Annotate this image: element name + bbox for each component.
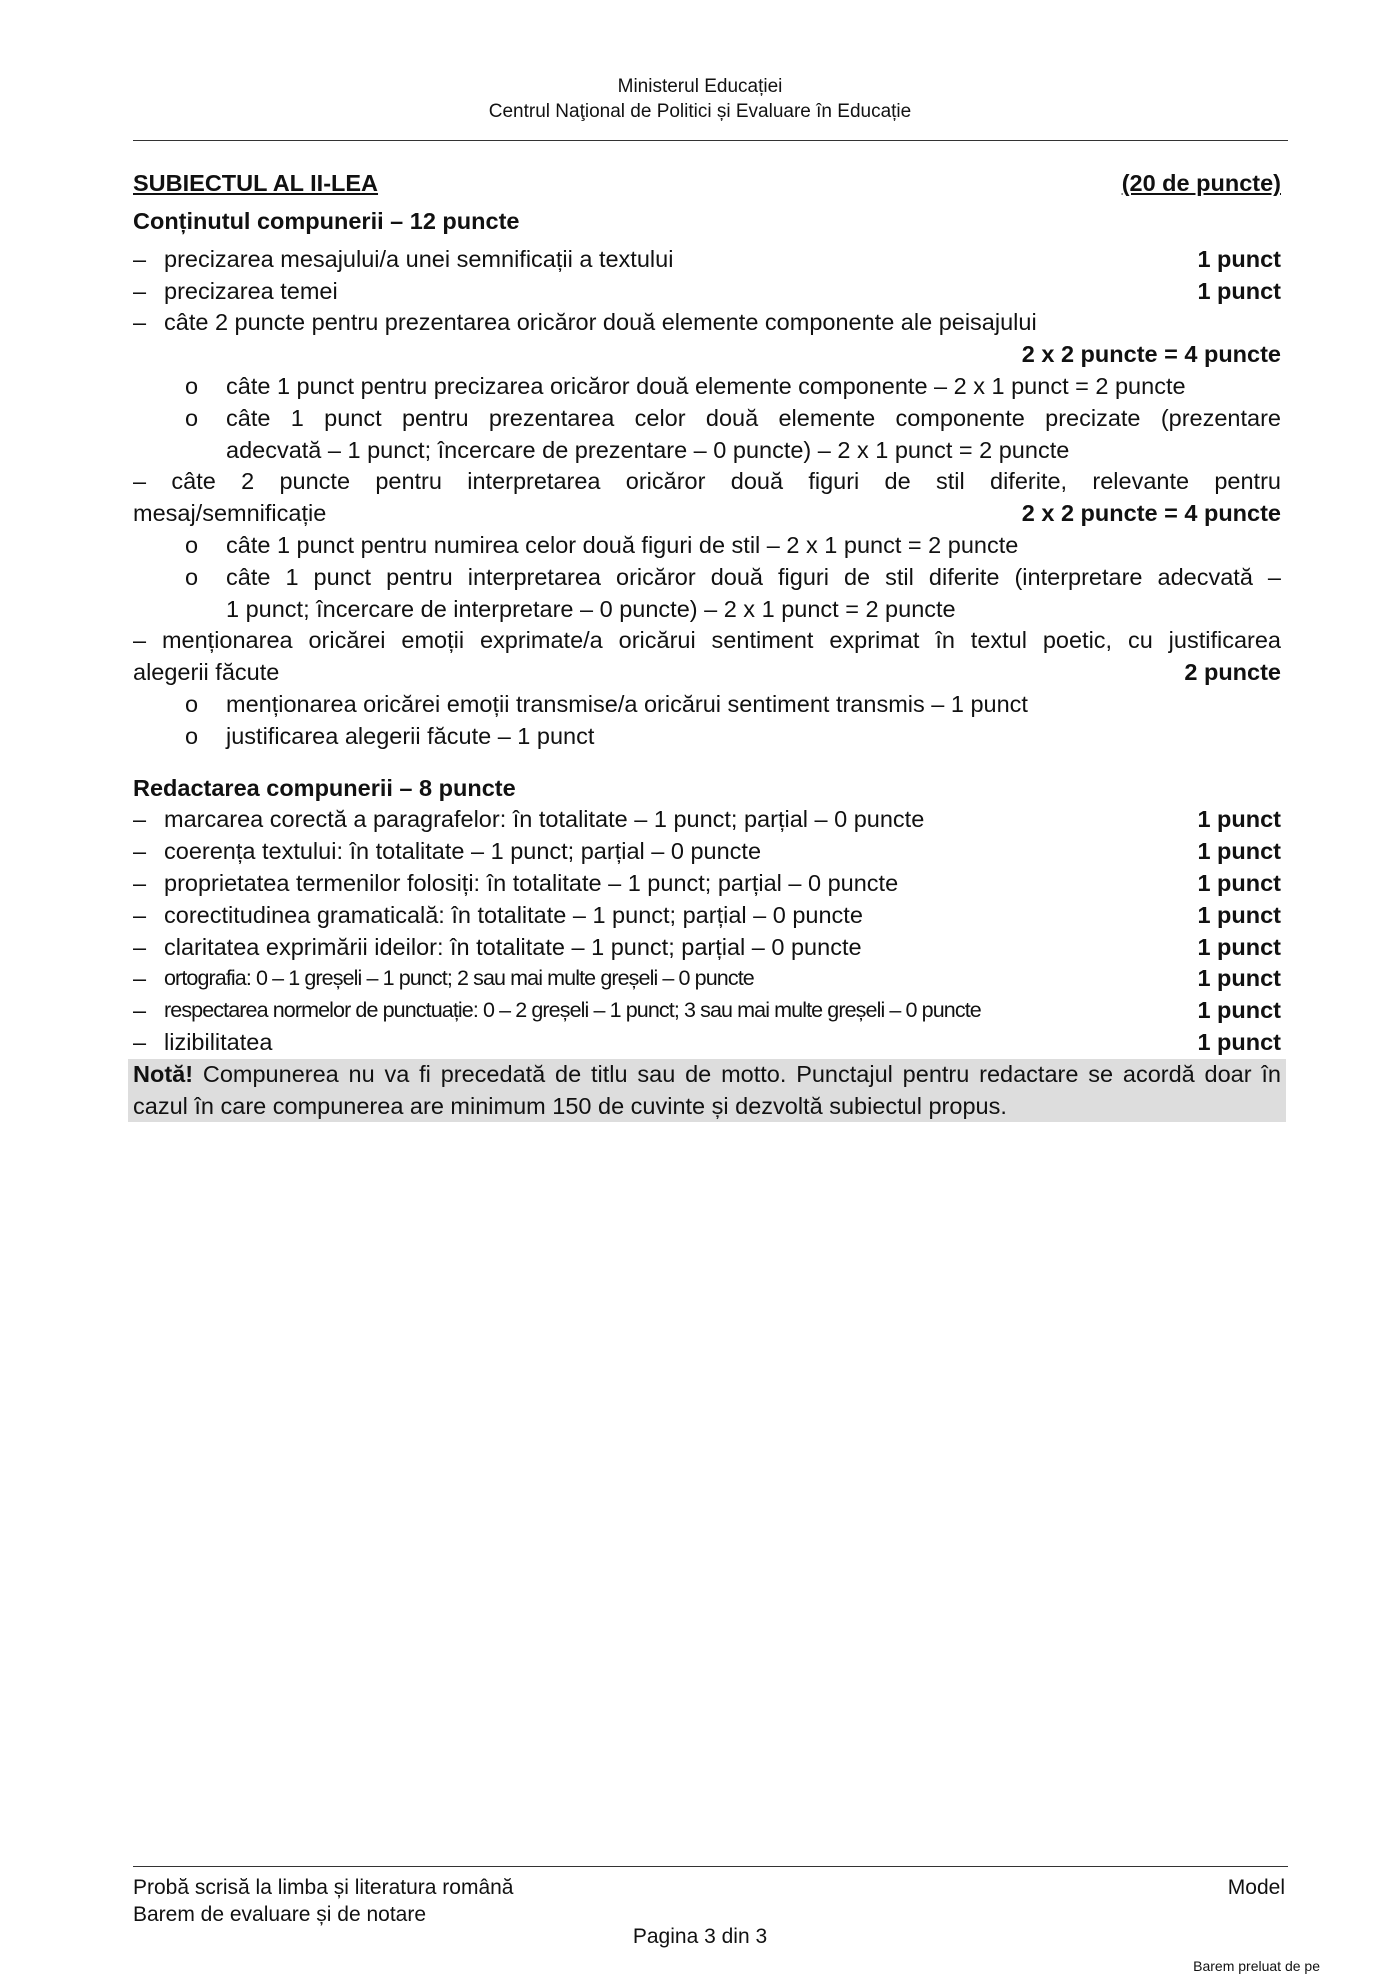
ministry-name: Ministerul Educației [617,76,783,97]
subject-title: SUBIECTUL AL II-LEA [133,170,379,196]
dash-marker: – [133,997,147,1024]
dash-marker: – [133,901,147,928]
dash-marker: – [133,245,147,272]
center-name: Centrul Naţional de Politici și Evaluare în Educație [488,101,912,122]
sub-item [133,721,1281,753]
item-text: proprietatea termenilor folosiți: în totalitate – 1 punct; parțial – 0 puncte [164,869,899,896]
document-type: Barem de evaluare și de notare [133,1903,427,1926]
note-box [128,1059,1286,1123]
bullet-marker: o [185,404,199,431]
bullet-marker: o [185,722,199,749]
item-text: coerența textului: în totalitate – 1 punct; parțial – 0 puncte [164,838,762,865]
footer-info [133,1874,513,1928]
content-item [133,276,1281,308]
exam-name: Probă scrisă la limba și literatura română [133,1876,514,1899]
header-divider [133,140,1288,141]
redaction-item [133,963,1281,995]
item-text: ortografia: 0 – 1 greșeli – 1 punct; 2 sau mai multe greșeli – 0 puncte [164,966,754,991]
dash-marker: – [133,806,147,833]
item-text: lizibilitatea [164,1028,273,1055]
item-points: 2 puncte [1184,659,1281,686]
source-note: Barem preluat de pe [1193,1958,1320,1974]
content-item-text: – câte 2 puncte pentru interpretarea oricăror două figuri de stil diferite, relevante pentru [133,468,1281,495]
sub-item-text: menționarea oricărei emoții transmise/a oricărui sentiment transmis – 1 punct [226,690,1028,717]
item-text: respectarea normelor de punctuație: 0 – 2 greșeli – 1 punct; 3 sau mai multe greșeli – 0 puncte [164,998,981,1023]
bullet-marker: o [185,690,199,717]
redaction-item [133,995,1281,1027]
sub-item-text: câte 1 punct pentru prezentarea celor două elemente componente precizate (prezentare [226,404,1281,431]
item-points: 2 x 2 puncte = 4 puncte [1021,500,1281,527]
sub-item-text: câte 1 punct pentru interpretarea oricăror două figuri de stil diferite (interpretare adecvată – [226,563,1281,590]
redaction-item [133,1027,1281,1059]
item-text: precizarea temei [164,277,338,304]
note-label: Notă! [133,1060,194,1087]
bullet-marker: o [185,563,199,590]
sub-item [133,530,1281,562]
content-item-continuation [133,657,1281,689]
footer-divider [133,1866,1288,1867]
item-text: marcarea corectă a paragrafelor: în totalitate – 1 punct; parțial – 0 puncte [164,806,925,833]
item-points: 1 punct [1197,933,1281,960]
item-points: 1 punct [1197,245,1281,272]
item-points: 1 punct [1197,901,1281,928]
dash-marker: – [133,838,147,865]
subject-points: (20 de puncte) [1121,170,1281,196]
item-text: mesaj/semnificație [133,500,327,527]
content-item [133,244,1281,276]
page-header [0,74,1400,124]
bullet-marker: o [185,372,199,399]
redaction-item [133,900,1281,932]
sub-item [133,562,1281,626]
dash-marker: – [133,309,147,336]
sub-item-text: justificarea alegerii făcute – 1 punct [226,722,595,749]
sub-item-text: 1 punct; încercare de interpretare – 0 puncte) – 2 x 1 punct = 2 puncte [226,595,956,622]
note-text: Compunerea nu va fi precedată de titlu sau de motto. Punctajul pentru redactare se acordă doar în cazul în care compunerea are minimum 150 de cuvinte și dezvoltă subiectul propus. [133,1060,1281,1119]
redaction-item [133,868,1281,900]
item-points: 1 punct [1197,277,1281,304]
item-points: 1 punct [1197,1028,1281,1055]
sub-item [133,689,1281,721]
redaction-item [133,836,1281,868]
item-points: 1 punct [1197,965,1281,992]
model-label: Model [1227,1876,1285,1899]
sub-item [133,403,1281,467]
item-text: alegerii făcute [133,659,280,686]
bullet-marker: o [185,531,199,558]
item-text: câte 2 puncte pentru prezentarea oricăror două elemente componente ale peisajului [164,309,1037,336]
item-text: precizarea mesajului/a unei semnificații a textului [164,245,674,272]
content-item-text: – menționarea oricărei emoții exprimate/a oricărui sentiment exprimat în textul poetic, cu justificarea [133,627,1281,654]
content-item [133,307,1281,339]
content-item-continuation [133,498,1281,530]
dash-marker: – [133,277,147,304]
item-text: corectitudinea gramaticală: în totalitate – 1 punct; parțial – 0 puncte [164,901,863,928]
item-points: 1 punct [1197,838,1281,865]
item-points: 1 punct [1197,869,1281,896]
sub-item-text: câte 1 punct pentru numirea celor două figuri de stil – 2 x 1 punct = 2 puncte [226,531,1019,558]
item-points: 1 punct [1197,806,1281,833]
item-points: 1 punct [1197,997,1281,1024]
dash-marker: – [133,933,147,960]
sub-item-text: adecvată – 1 punct; încercare de prezentare – 0 puncte) – 2 x 1 punct = 2 puncte [226,436,1070,463]
dash-marker: – [133,965,147,992]
item-text: claritatea exprimării ideilor: în totalitate – 1 punct; parțial – 0 puncte [164,933,862,960]
dash-marker: – [133,869,147,896]
document-body [133,166,1281,1122]
dash-marker: – [133,1028,147,1055]
sub-item-text: câte 1 punct pentru precizarea oricăror două elemente componente – 2 x 1 punct = 2 puncte [226,372,1186,399]
page-number: Pagina 3 din 3 [632,1925,768,1948]
sub-item [133,371,1281,403]
redaction-section-title: Redactarea compunerii – 8 puncte [133,774,516,801]
content-section-title: Conținutul compunerii – 12 puncte [133,208,520,234]
redaction-item [133,804,1281,836]
subject-heading [133,166,1281,200]
redaction-item [133,932,1281,964]
item-points: 2 x 2 puncte = 4 puncte [1021,341,1281,368]
